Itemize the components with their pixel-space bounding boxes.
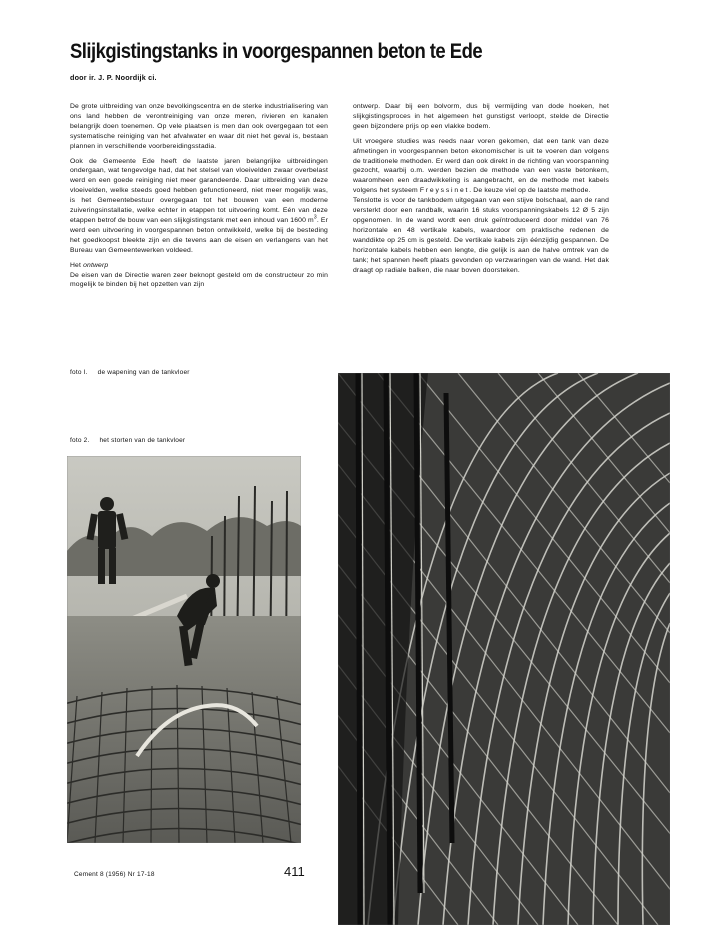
- article-title: Slijkgistingstanks in voorgespannen beton te Ede: [70, 40, 483, 63]
- construction-photo-reinforcement: [338, 373, 670, 925]
- section-heading-prefix: Het: [70, 261, 84, 269]
- paragraph-text: . De keuze viel op de laatste methode.: [469, 187, 591, 195]
- paragraph: [353, 137, 609, 196]
- paragraph: Tenslotte is voor de tankbodem uitgegaan van een stijve bolschaal, aan de rand versterkt door een randbalk, waarin 16 stuks voorspanningskabels 12 Ø 5 zijn opgenomen. In de wand wordt een druk geïntroduceerd door middel van 76 horizontale en 48 vertikale kabels, waardoor om praktische redenen de wanddikte op 25 cm is gesteld. De vertikale kabels zijn éénzijdig gespannen. De horizontale kabels hebben een lengte, die gelijk is aan de halve omtrek van de tank; het spannen heeft plaats gevonden op verzwaringen van de wand. Het dak draagt op radiale balken, die naar boven doorsteken.: [353, 197, 609, 274]
- photo-caption-2: [70, 437, 185, 444]
- section-heading: [70, 261, 328, 271]
- paragraph: De grote uitbreiding van onze bevolkingscentra en de sterke industrialisering van ons land hebben de verontreiniging van onze meren, rivieren en kanalen belangrijk doen toenemen. Op vele plaatsen is men dan ook overgegaan tot een systematische reiniging van het afvalwater en waar dit niet het geval is, bestaan plannen in verschillende voorbereidingsstadia.: [70, 103, 328, 150]
- section-heading-italic: ontwerp: [83, 261, 109, 269]
- caption-text: het storten van de tankvloer: [99, 437, 186, 444]
- caption-text: de wapening van de tankvloer: [97, 369, 190, 376]
- paragraph-text: Ook de Gemeente Ede heeft de laatste jaren belangrijke uitbreidingen ondergaan, wat tengevolge had, dat het stelsel van vloeivelden zwaar overbelast werd en een goede reiniging niet meer garandeerde. Daar uitbreiding van deze vloeivelden, welke steeds goed hebben gefunctioneerd, niet meer mogelijk was, is het Gemeentebestuur overgegaan tot het bouwen van een moderne zuiveringsinstallatie, welke echter in etappen tot uitvoering komt. Eén van deze etappen betrof de bouw van een slijkgistingstank met een inhoud van 1600 m: [70, 157, 328, 224]
- journal-citation: Cement 8 (1956) Nr 17-18: [74, 871, 155, 878]
- paragraph-text: . Er werd een uitvoering in voorgespannen beton ontwikkeld, welke bij de besteding het goedkoopst bleekte zijn en die tevens aan de eisen en verlangens van het Bureau van Gemeentewerken voldeed.: [70, 216, 328, 254]
- paragraph: De eisen van de Directie waren zeer beknopt gesteld om de constructeur zo min mogelijk te binden bij het opzetten van zijn: [70, 271, 328, 289]
- photo-caption-1: [70, 369, 190, 376]
- paragraph: [70, 157, 328, 256]
- construction-photo-pouring: [67, 456, 301, 843]
- page-number: 411: [284, 864, 305, 879]
- body-column-right: [353, 102, 609, 280]
- body-column-left: [70, 102, 328, 295]
- article-author: door ir. J. P. Noordijk ci.: [70, 73, 157, 82]
- paragraph-text: Uit vroegere studies was reeds naar voren gekomen, dat een tank van deze afmetingen in voorgespannen beton ekonomischer is uit te voeren dan volgens de traditionele methoden. Er werd dan ook direkt in de richting van voorspanning gezocht, waarbij o.m. werden bezien de methode van een vaste betonkern, waaromheen een draadwikkeling is aangebracht, en de methode met kabels volgens het systeem: [353, 137, 609, 195]
- spaced-term: Freyssinet: [419, 187, 470, 195]
- paragraph: ontwerp. Daar bij een bolvorm, dus bij vermijding van dode hoeken, het slijkgistingsproces in het algemeen het gunstigst verloopt, stelde de Directie geen bijzondere prijs op een vlakke bodem.: [353, 103, 609, 130]
- caption-number: foto I.: [70, 369, 88, 376]
- superscript: 3: [313, 214, 317, 221]
- caption-number: foto 2.: [70, 437, 90, 444]
